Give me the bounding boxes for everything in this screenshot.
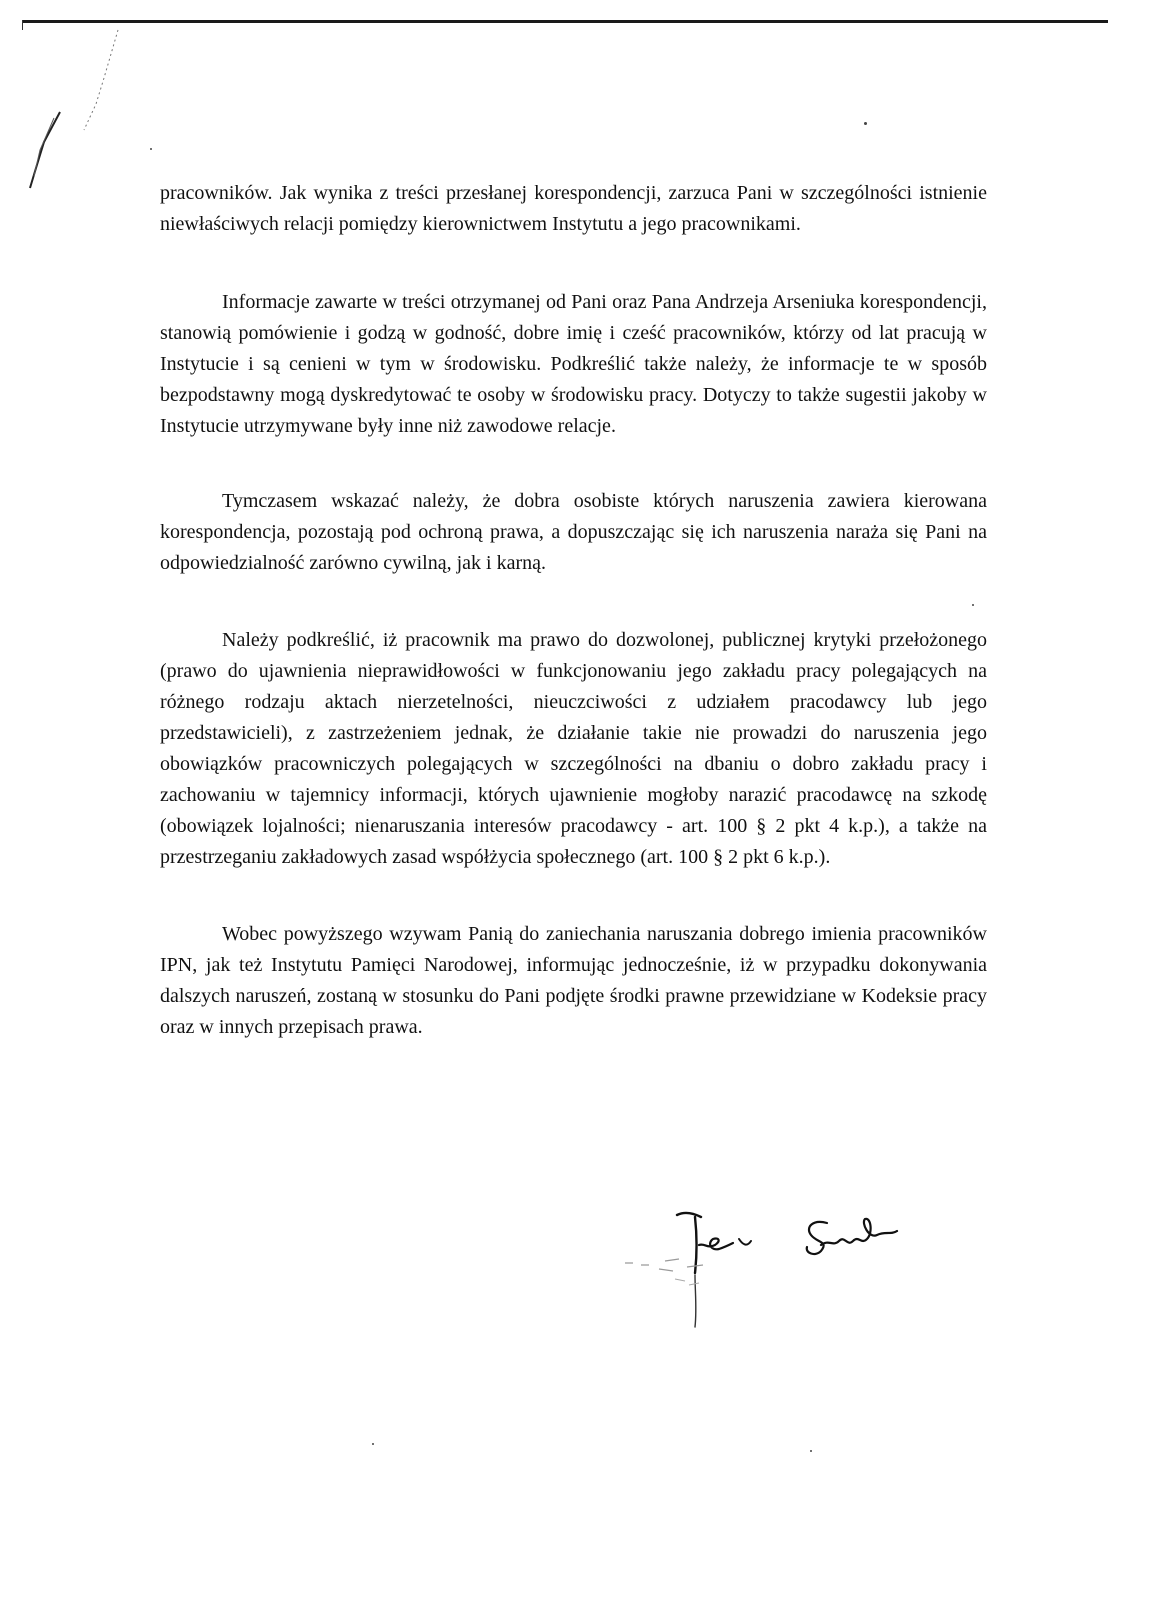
scan-speck [372, 1443, 374, 1445]
scan-speck [150, 148, 152, 150]
handwritten-signature [615, 1205, 925, 1335]
paragraph-2: Informacje zawarte w treści otrzymanej od Pani oraz Pana Andrzeja Arseniuka korespondencji, stanowią pomówienie i godzą w godność, dobre imię i cześć pracowników, którzy od lat pracują w Instytucie i są cenieni w tym w środowisku. Podkreślić także należy, że informacje te w sposób bezpodstawny mogą dyskredytować te osoby w środowisku pracy. Dotyczy to także sugestii jakoby w Instytucie utrzymywane były inne niż zawodowe relacje. [160, 291, 987, 437]
letter-body [160, 178, 987, 1043]
paragraph-4: Należy podkreślić, iż pracownik ma prawo do dozwolonej, publicznej krytyki przełożonego (prawo do ujawnienia nieprawidłowości w funkcjonowaniu jego zakładu pracy polegających na różnego rodzaju aktach nierzetelności, nieuczciwości z udziałem pracodawcy lub jego przedstawicieli), z zastrzeżeniem jednak, że działanie takie nie prowadzi do naruszenia jego obowiązków pracowniczych polegających w szczególności na dbaniu o dobro zakładu pracy i zachowaniu w tajemnicy informacji, których ujawnienie mogłoby narazić pracodawcę na szkodę (obowiązek lojalności; nienaruszania interesów pracodawcy - art. 100 § 2 pkt 4 k.p.), a także na przestrzeganiu zakładowych zasad współżycia społecznego (art. 100 § 2 pkt 6 k.p.). [160, 629, 987, 868]
scan-speck [810, 1450, 812, 1452]
paragraph-1: pracowników. Jak wynika z treści przesłanej korespondencji, zarzuca Pani w szczególności istnienie niewłaściwych relacji pomiędzy kierownictwem Instytutu a jego pracownikami. [160, 182, 987, 235]
scan-speck [864, 122, 867, 125]
paragraph-5: Wobec powyższego wzywam Panią do zaniechania naruszania dobrego imienia pracowników IPN, jak też Instytutu Pamięci Narodowej, informując jednocześnie, iż w przypadku dokonywania dalszych naruszeń, zostaną w stosunku do Pani podjęte środki prawne przewidziane w Kodeksie pracy oraz w innych przepisach prawa. [160, 923, 987, 1038]
paragraph-3: Tymczasem wskazać należy, że dobra osobiste których naruszenia zawiera kierowana korespondencja, pozostają pod ochroną prawa, a dopuszczając się ich naruszenia naraża się Pani na odpowiedzialność zarówno cywilną, jak i karną. [160, 490, 987, 574]
